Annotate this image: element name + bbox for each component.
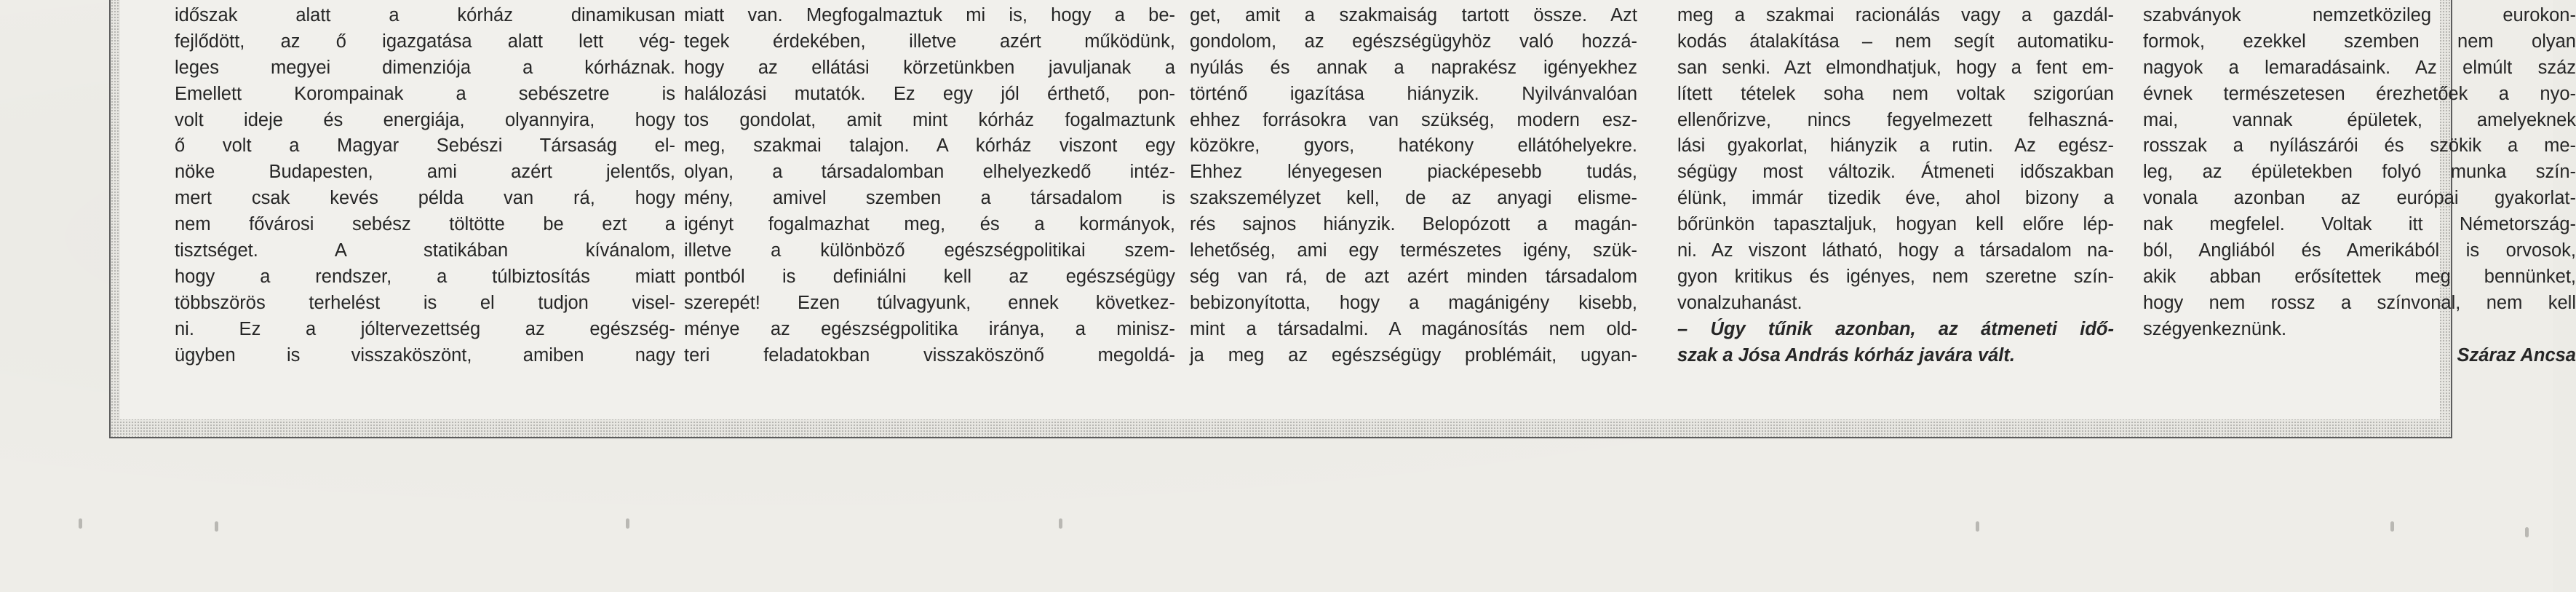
paper-mark xyxy=(1059,518,1062,529)
text-line: rosszak a nyílászárói és szökik a me- xyxy=(2143,135,2576,157)
text-line: leg, az épületekben folyó munka szín- xyxy=(2143,162,2576,183)
column-paragraph xyxy=(175,0,675,369)
text-line: tisztséget. A statikában kívánalom, xyxy=(175,240,675,261)
paper-mark xyxy=(626,518,629,529)
column-paragraph xyxy=(2143,0,2576,343)
paper-mark xyxy=(2390,521,2394,532)
text-line: volt ideje és energiája, olyannyira, hogy xyxy=(175,109,675,130)
text-line: tos gondolat, amit mint kórház fogalmaztunk xyxy=(684,109,1175,130)
text-line: ügyben is visszaköszönt, amiben nagy xyxy=(175,344,675,366)
text-line: rés sajnos hiányzik. Belopózott a magán- xyxy=(1190,214,1637,235)
text-line: ja meg az egészségügy problémáit, ugyan- xyxy=(1190,344,1637,366)
text-line: bőrünkön tapasztaljuk, hogyan kell előre lép- xyxy=(1677,214,2114,235)
text-line: tegek érdekében, illetve azért működünk, xyxy=(684,31,1175,52)
text-line: nagyok a lemaradásaink. Az elmúlt száz xyxy=(2143,57,2576,78)
text-line: miatt van. Megfogalmaztuk mi is, hogy a be- xyxy=(684,4,1175,25)
text-line: igényt fogalmazhat meg, és a kormányok, xyxy=(684,214,1175,235)
paper-mark xyxy=(1976,521,1979,532)
text-line: ni. Az viszont látható, hogy a társadalom na- xyxy=(1677,240,2114,261)
text-line: szakszemélyzet kell, de az anyagi elisme- xyxy=(1190,188,1637,209)
author-signature: Száraz Ancsa xyxy=(2457,344,2576,366)
text-line: illetve a különböző egészségpolitikai szem- xyxy=(684,240,1175,261)
text-line: get, amit a szakmaiság tartott össze. Azt xyxy=(1190,4,1637,25)
text-line: vonalzuhanást. xyxy=(1677,292,1802,313)
text-line: ség van rá, de azt azért minden társadalom xyxy=(1190,266,1637,287)
text-line: élünk, immár tizedik éve, ahol bizony a xyxy=(1677,188,2114,209)
text-line: közökre, gyors, hatékony ellátóhelyekre. xyxy=(1190,135,1637,157)
text-line: nyúlás és annak a naprakész igényekhez xyxy=(1190,57,1637,78)
text-line: akik abban erősítettek meg bennünket, xyxy=(2143,266,2576,287)
text-line: ő volt a Magyar Sebészi Társaság el- xyxy=(175,135,675,157)
text-line: történő igazítása hiányzik. Nyilvánvalóan xyxy=(1190,83,1637,104)
text-line: olyan, a társadalomban elhelyezkedő intéz- xyxy=(684,162,1175,183)
text-line: lehetőség, ami egy természetes igény, szük- xyxy=(1190,240,1637,261)
text-line: hogy a rendszer, a túlbiztosítás miatt xyxy=(175,266,675,287)
text-column-1 xyxy=(175,0,675,369)
text-line: hogy nem rossz a színvonal, nem kell xyxy=(2143,292,2576,313)
text-line: ni. Ez a jóltervezettség az egészség- xyxy=(175,318,675,339)
text-column-2 xyxy=(684,0,1175,369)
text-line: meg, szakmai talajon. A kórház viszont egy xyxy=(684,135,1175,157)
text-line: lási gyakorlat, hiányzik a rutin. Az egész- xyxy=(1677,135,2114,157)
text-line: időszak alatt a kórház dinamikusan xyxy=(175,4,675,25)
text-line: teri feladatokban visszaköszönő megoldá- xyxy=(684,344,1175,366)
text-line: pontból is definiálni kell az egészségügy xyxy=(684,266,1175,287)
text-line: kodás átalakítása – nem segít automatiku- xyxy=(1677,31,2114,52)
text-line: ménye az egészségpolitika iránya, a minisz- xyxy=(684,318,1175,339)
paper-mark xyxy=(215,521,218,532)
text-line: ellenőrizve, nincs fegyelmezett felhaszná- xyxy=(1677,109,2114,130)
column-paragraph xyxy=(1190,0,1637,369)
text-line: szerepét! Ezen túlvagyunk, ennek következ- xyxy=(684,292,1175,313)
interview-question xyxy=(1677,317,2114,369)
text-line: vonala azonban az európai gyakorlat- xyxy=(2143,188,2576,209)
text-line: gyon kritikus és igényes, nem szeretne szín- xyxy=(1677,266,2114,287)
text-line: szabványok nemzetközileg eurokon- xyxy=(2143,4,2576,25)
text-line: formok, ezekkel szemben nem olyan xyxy=(2143,31,2576,52)
column-paragraph xyxy=(1677,0,2114,317)
text-line: Ehhez lényegesen piacképesebb tudás, xyxy=(1190,162,1637,183)
text-line: mai, vannak épületek, amelyeknek xyxy=(2143,109,2576,130)
text-column-4 xyxy=(1677,0,2114,369)
question-line: – Úgy tűnik azonban, az átmeneti idő- xyxy=(1677,318,2114,339)
text-line: Emellett Korompainak a sebészetre is xyxy=(175,83,675,104)
text-line: meg a szakmai racionálás vagy a gazdál- xyxy=(1677,4,2114,25)
text-line: leges megyei dimenziója a kórháznak. xyxy=(175,57,675,78)
text-line: többszörös terhelést is el tudjon visel- xyxy=(175,292,675,313)
text-line: mény, amivel szemben a társadalom is xyxy=(684,188,1175,209)
article-body xyxy=(120,0,2576,419)
paper-mark xyxy=(2525,527,2529,537)
text-line: ehhez forrásokra van szükség, modern esz- xyxy=(1190,109,1637,130)
text-line: lített tételek soha nem voltak szigorúan xyxy=(1677,83,2114,104)
text-line: nöke Budapesten, ami azért jelentős, xyxy=(175,162,675,183)
paper-mark xyxy=(79,518,82,529)
column-paragraph xyxy=(684,0,1175,369)
question-line: szak a Jósa András kórház javára vált. xyxy=(1677,344,2015,366)
text-line: bebizonyította, hogy a magánigény kisebb, xyxy=(1190,292,1637,313)
text-line: hogy az ellátási körzetünkben javuljanak a xyxy=(684,57,1175,78)
text-column-3 xyxy=(1190,0,1637,369)
text-column-5 xyxy=(2143,0,2576,369)
text-line: halálozási mutatók. Ez egy jól érthető, pon- xyxy=(684,83,1175,104)
text-line: ból, Angliából és Amerikából is orvosok, xyxy=(2143,240,2576,261)
text-line: szégyenkeznünk. xyxy=(2143,318,2287,339)
text-line: nak megfelel. Voltak itt Németország- xyxy=(2143,214,2576,235)
text-line: mert csak kevés példa van rá, hogy xyxy=(175,188,675,209)
text-line: san senki. Azt elmondhatjuk, hogy a fent em- xyxy=(1677,57,2114,78)
text-line: gondolom, az egészségügyhöz való hozzá- xyxy=(1190,31,1637,52)
text-line: mint a társadalmi. A magánosítás nem old- xyxy=(1190,318,1637,339)
text-line: ségügy most változik. Átmeneti időszakban xyxy=(1677,162,2114,183)
text-line: évnek természetesen érezhetőek a nyo- xyxy=(2143,83,2576,104)
text-line: nem fővárosi sebész töltötte be ezt a xyxy=(175,214,675,235)
text-line: fejlődött, az ő igazgatása alatt lett vég- xyxy=(175,31,675,52)
